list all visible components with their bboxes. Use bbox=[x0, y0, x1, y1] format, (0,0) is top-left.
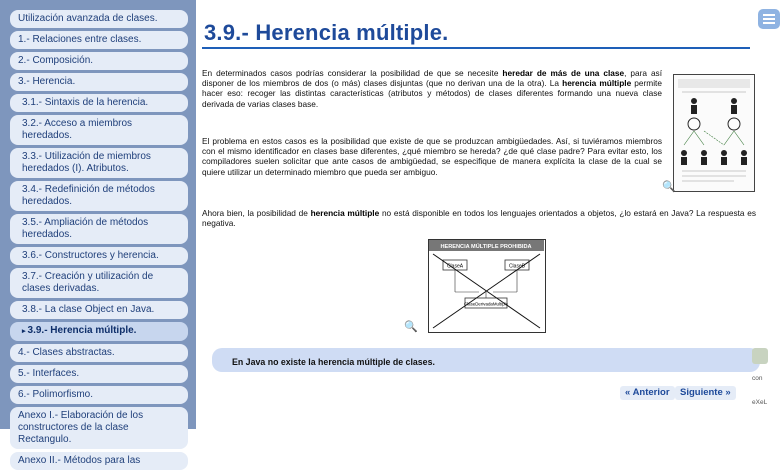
sidebar-item-4[interactable] bbox=[10, 94, 188, 112]
inheritance-diagram-figure[interactable] bbox=[673, 74, 755, 192]
side-fragment-con: con bbox=[752, 375, 763, 382]
zoom-icon[interactable]: 🔍 bbox=[404, 321, 418, 333]
class-a-label: ClaseA bbox=[446, 263, 464, 270]
sidebar-item-1[interactable] bbox=[10, 31, 188, 49]
sidebar-item-5[interactable] bbox=[10, 115, 188, 145]
paragraph-1-bold-1: heredar de más de una clase bbox=[502, 68, 625, 78]
zoom-icon[interactable]: 🔍 bbox=[662, 181, 676, 193]
sidebar-item-15[interactable] bbox=[10, 386, 188, 404]
paragraph-1-bold-2: herencia múltiple bbox=[562, 78, 632, 89]
sidebar-item-label: 3.- Herencia. bbox=[18, 76, 76, 87]
sidebar-item-label: 1.- Relaciones entre clases. bbox=[18, 34, 142, 45]
previous-button[interactable]: « Anterior bbox=[620, 386, 675, 400]
sidebar-item-16[interactable] bbox=[10, 407, 188, 449]
paragraph-1-text-1: En determinados casos podrías considerar la posibilidad de que se necesite bbox=[202, 68, 503, 78]
sidebar-item-label: 3.3.- Utilización de miembros heredados (I). Atributos. bbox=[22, 151, 151, 174]
sidebar-item-7[interactable] bbox=[10, 181, 188, 211]
paragraph-3-text-1: Ahora bien, la posibilidad de bbox=[202, 208, 311, 218]
sidebar-item-12[interactable] bbox=[10, 322, 188, 341]
sidebar-item-2[interactable] bbox=[10, 52, 188, 70]
title-divider bbox=[202, 47, 750, 49]
sidebar-item-label: 3.8.- La clase Object en Java. bbox=[22, 304, 155, 315]
paragraph-1 bbox=[202, 68, 662, 109]
sidebar-item-label: Anexo I.- Elaboración de los constructores de la clase Rectangulo. bbox=[18, 410, 144, 445]
chevron-right-icon: ▸ bbox=[22, 328, 26, 335]
sidebar-item-14[interactable] bbox=[10, 365, 188, 383]
note-text: En Java no existe la herencia múltiple de clases. bbox=[232, 357, 435, 367]
paragraph-2: El problema en estos casos es la posibilidad que existe de que se produzcan ambigüedades. Así, si tuviéramos miembros con el mismo identificador en clases base diferentes, ¿qué miembro se hereda? ¿de qué clase padre? Para evitar esto, los compiladores suelen solicitar que ante casos de ambigüedad, se especifique de manera explícita la clase de la cual se quiere utilizar un determinado miembro que pueda ser ambiguo. bbox=[202, 136, 662, 177]
side-fragment-exe: eXeL bbox=[752, 399, 768, 406]
sidebar-item-8[interactable] bbox=[10, 214, 188, 244]
main-content bbox=[196, 0, 756, 429]
sidebar-item-0[interactable] bbox=[10, 10, 188, 28]
paragraph-1-text-3: permite hacer eso: recoger las distintas características (atributos y métodos) de clases diferentes formando una nueva clase derivada de varias clases base. bbox=[202, 78, 662, 109]
sidebar-item-label: Utilización avanzada de clases. bbox=[18, 13, 158, 24]
derived-class-label: ClaseDerivadaMultiple bbox=[464, 301, 508, 307]
sidebar-item-label: 3.4.- Redefinición de métodos heredados. bbox=[22, 184, 155, 207]
sidebar-item-label: 2.- Composición. bbox=[18, 55, 94, 66]
multiple-inheritance-prohibited-figure[interactable] bbox=[428, 239, 546, 333]
figure-banner: HERENCIA MÚLTIPLE PROHIBIDA bbox=[440, 244, 532, 250]
sidebar-nav bbox=[0, 0, 196, 466]
sidebar-item-label: 3.2.- Acceso a miembros heredados. bbox=[22, 118, 133, 141]
next-button[interactable]: Siguiente » bbox=[675, 386, 736, 400]
sidebar-item-label: 3.6.- Constructores y herencia. bbox=[22, 250, 159, 261]
sidebar-item-6[interactable] bbox=[10, 148, 188, 178]
sidebar-item-label: Anexo II.- Métodos para las bbox=[18, 455, 141, 466]
paragraph-3-bold-1: herencia múltiple bbox=[310, 208, 380, 218]
sidebar-item-label: 3.7.- Creación y utilización de clases derivadas. bbox=[22, 271, 154, 294]
sidebar-item-3[interactable] bbox=[10, 73, 188, 91]
paragraph-1-text-2: , para así disponer de los miembros de dos (o más) clases disjuntas (que no derivan una de la otra). La bbox=[202, 68, 663, 89]
sidebar-item-label: 3.1.- Sintaxis de la herencia. bbox=[22, 97, 149, 108]
sidebar-item-17[interactable] bbox=[10, 452, 188, 470]
sidebar-item-10[interactable] bbox=[10, 268, 188, 298]
sidebar-item-label: 6.- Polimorfismo. bbox=[18, 389, 94, 400]
sidebar-item-9[interactable] bbox=[10, 247, 188, 265]
class-b-label: ClaseB bbox=[508, 263, 526, 270]
sidebar-item-label: 4.- Clases abstractas. bbox=[18, 347, 115, 358]
sidebar-item-label: 3.9.- Herencia múltiple. bbox=[27, 325, 137, 336]
side-widget-icon[interactable] bbox=[752, 348, 768, 364]
sidebar-item-13[interactable] bbox=[10, 344, 188, 362]
sidebar-item-11[interactable] bbox=[10, 301, 188, 319]
paragraph-3 bbox=[202, 208, 756, 228]
page-title: 3.9.- Herencia múltiple. bbox=[204, 20, 449, 45]
sidebar-item-label: 3.5.- Ampliación de métodos heredados. bbox=[22, 217, 149, 240]
paragraph-3-text-2: no está disponible en todos los lenguajes orientados a objetos, ¿lo estará en Java? La respuesta es negativa. bbox=[202, 208, 756, 229]
sidebar-item-label: 5.- Interfaces. bbox=[18, 368, 80, 379]
menu-toggle-button[interactable] bbox=[758, 9, 780, 29]
